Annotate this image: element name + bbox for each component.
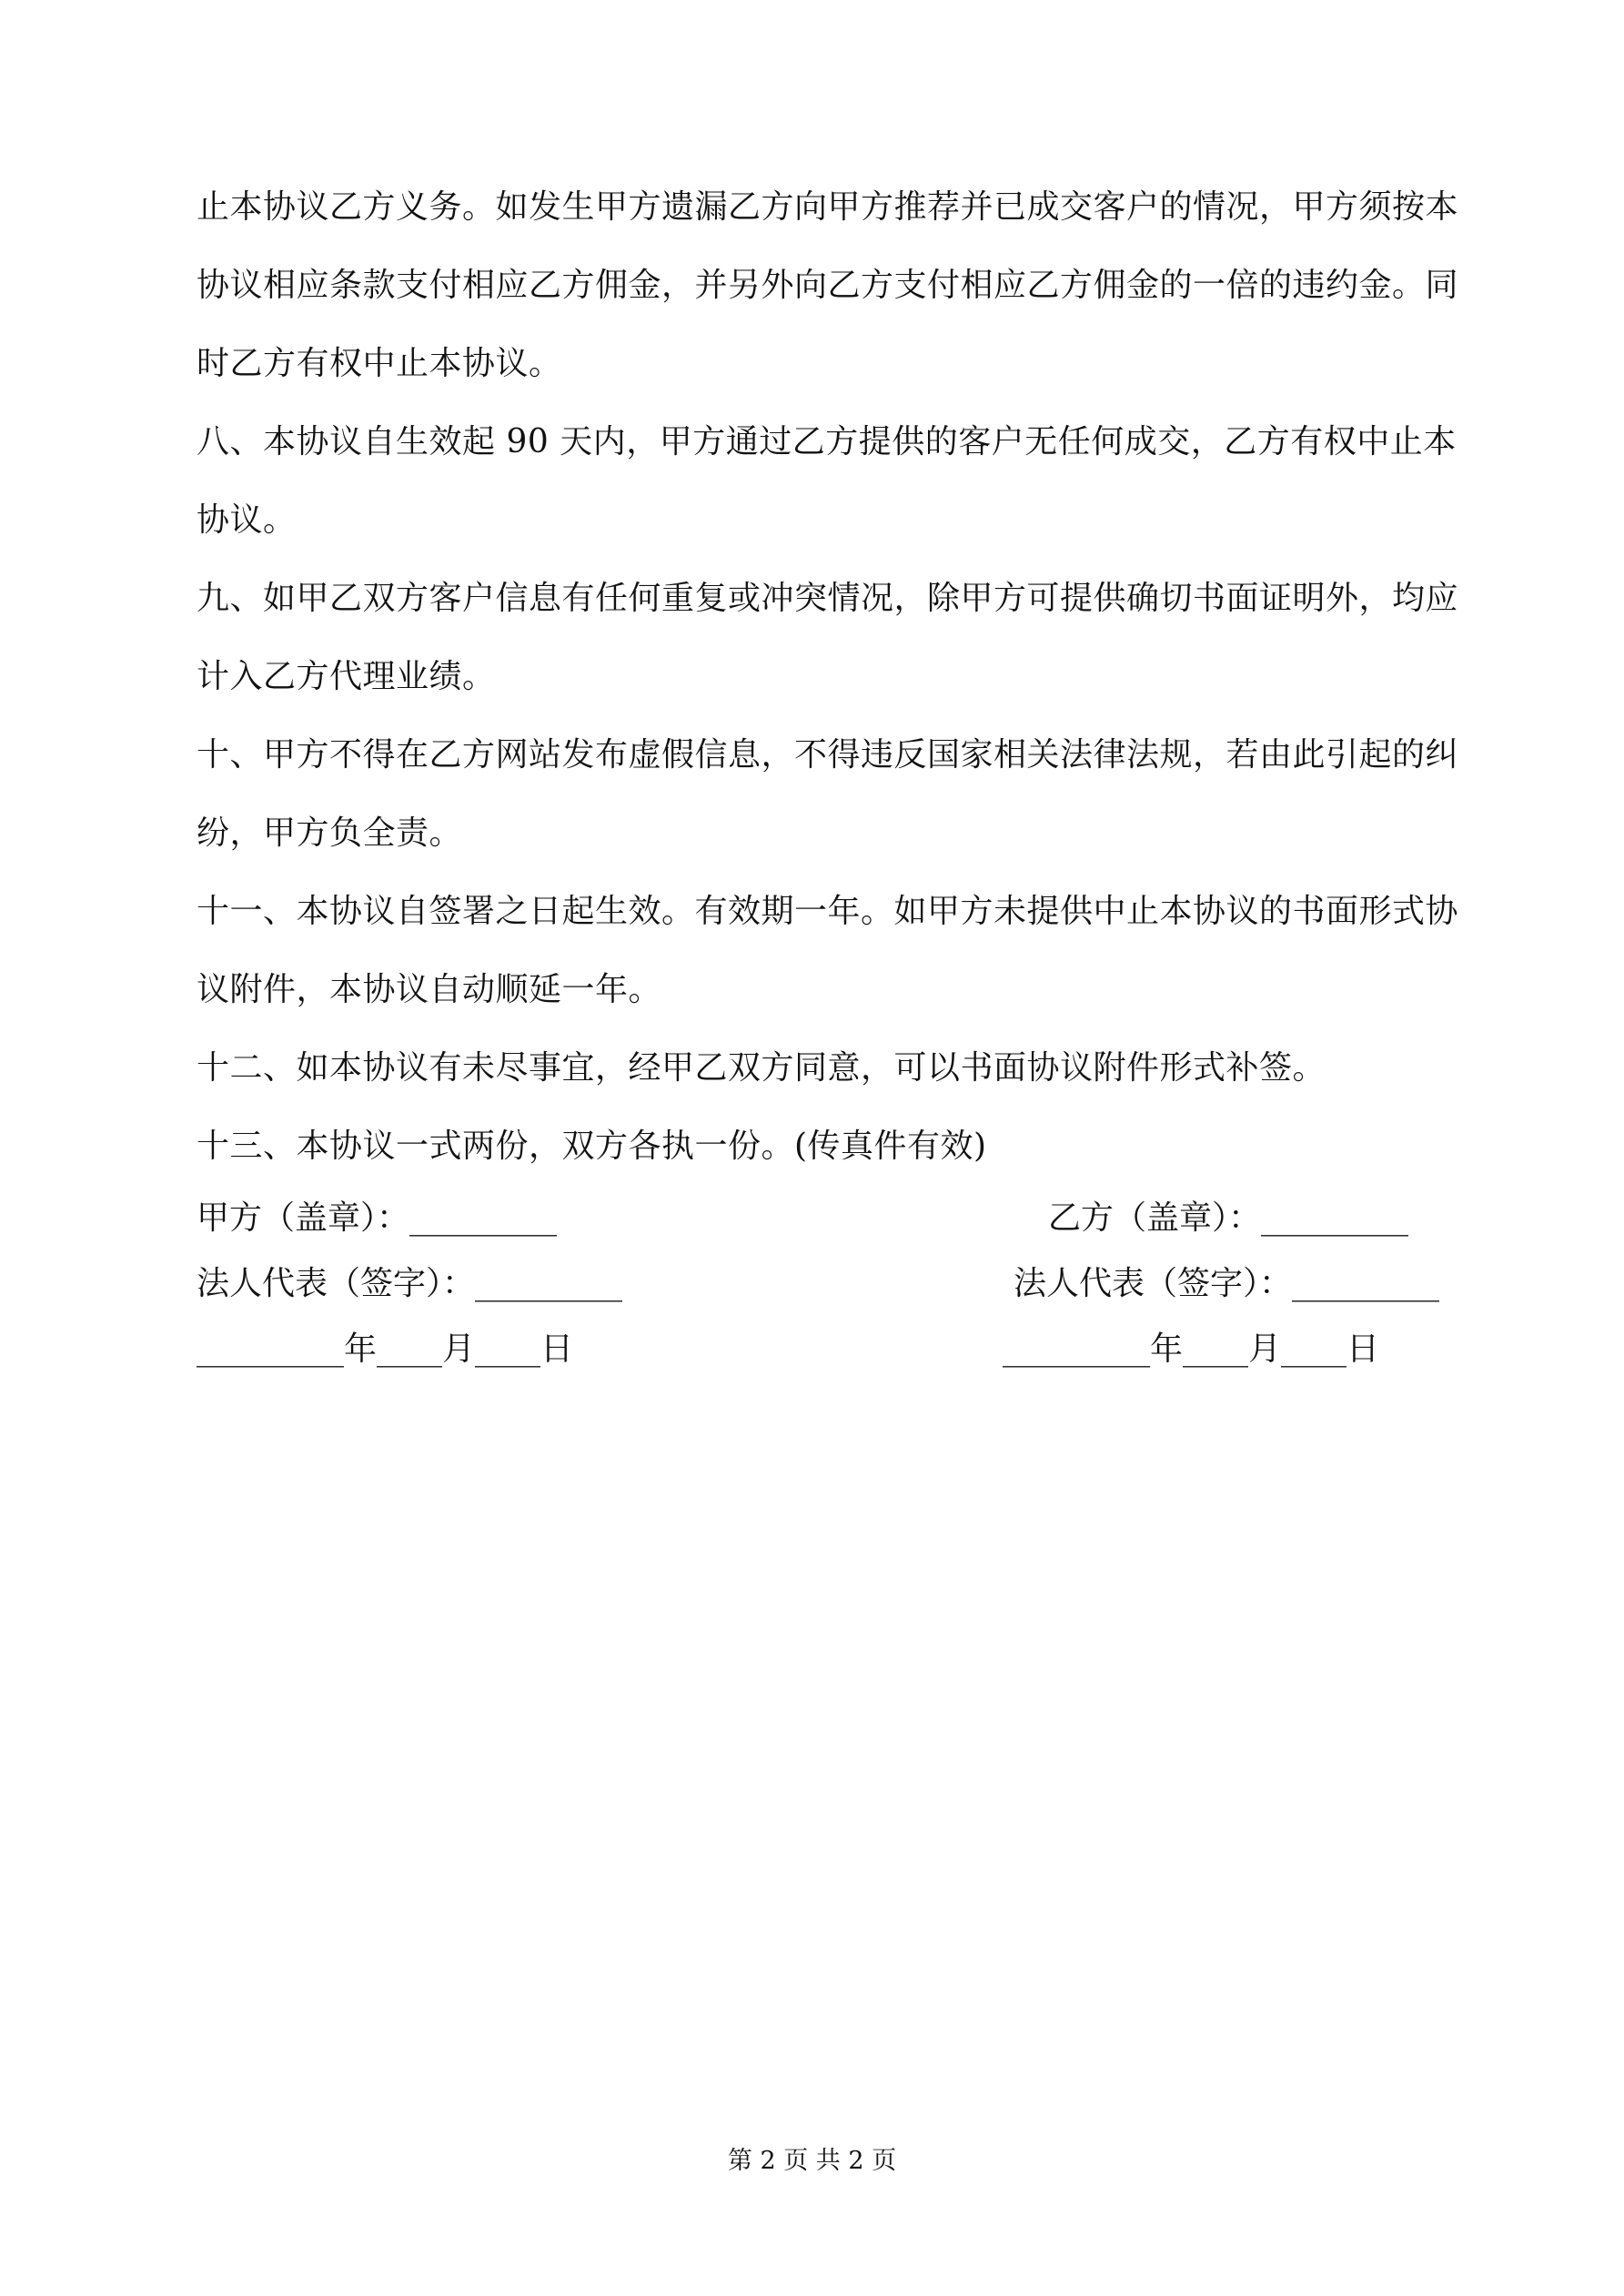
body-line: 议附件，本协议自动顺延一年。 xyxy=(197,971,662,1008)
body-line: 协议相应条款支付相应乙方佣金，并另外向乙方支付相应乙方佣金的一倍的违约金。同 xyxy=(197,267,1459,304)
signature-row-date xyxy=(197,1317,1439,1382)
party-b-date: _________年____月____日 xyxy=(1003,1330,1379,1368)
page-number: 第 2 页 共 2 页 xyxy=(727,2147,897,2175)
clause-12: 十二、如本协议有未尽事宜，经甲乙双方同意，可以书面协议附件形式补签。 xyxy=(197,1049,1326,1087)
party-a-seal: 甲方（盖章）：_________ xyxy=(197,1199,558,1237)
body-line: 纷，甲方负全责。 xyxy=(197,814,463,852)
party-a-representative: 法人代表（签字）：_________ xyxy=(197,1265,623,1302)
body-line: 计入乙方代理业绩。 xyxy=(197,658,496,695)
body-line: 止本协议乙方义务。如发生甲方遗漏乙方向甲方推荐并已成交客户的情况，甲方须按本 xyxy=(197,188,1459,226)
clause-8: 八、本协议自生效起 90 天内，甲方通过乙方提供的客户无任何成交，乙方有权中止本 xyxy=(197,423,1457,460)
clause-10: 十、甲方不得在乙方网站发布虚假信息，不得违反国家相关法律法规，若由此引起的纠 xyxy=(197,736,1459,774)
signature-row-representative xyxy=(197,1251,1439,1317)
document-body xyxy=(197,168,1459,1382)
clause-13: 十三、本协议一式两份，双方各执一份。(传真件有效) xyxy=(197,1128,987,1165)
party-a-date: _________年____月____日 xyxy=(197,1330,573,1368)
signature-row-seal xyxy=(197,1186,1439,1251)
party-b-seal: 乙方（盖章）：_________ xyxy=(1047,1199,1408,1237)
clause-9: 九、如甲乙双方客户信息有任何重复或冲突情况，除甲方可提供确切书面证明外，均应 xyxy=(197,580,1459,617)
party-b-representative: 法人代表（签字）：_________ xyxy=(1013,1265,1439,1302)
body-line: 时乙方有权中止本协议。 xyxy=(197,345,562,382)
body-line: 协议。 xyxy=(197,501,297,539)
clause-11: 十一、本协议自签署之日起生效。有效期一年。如甲方未提供中止本协议的书面形式协 xyxy=(197,893,1459,930)
